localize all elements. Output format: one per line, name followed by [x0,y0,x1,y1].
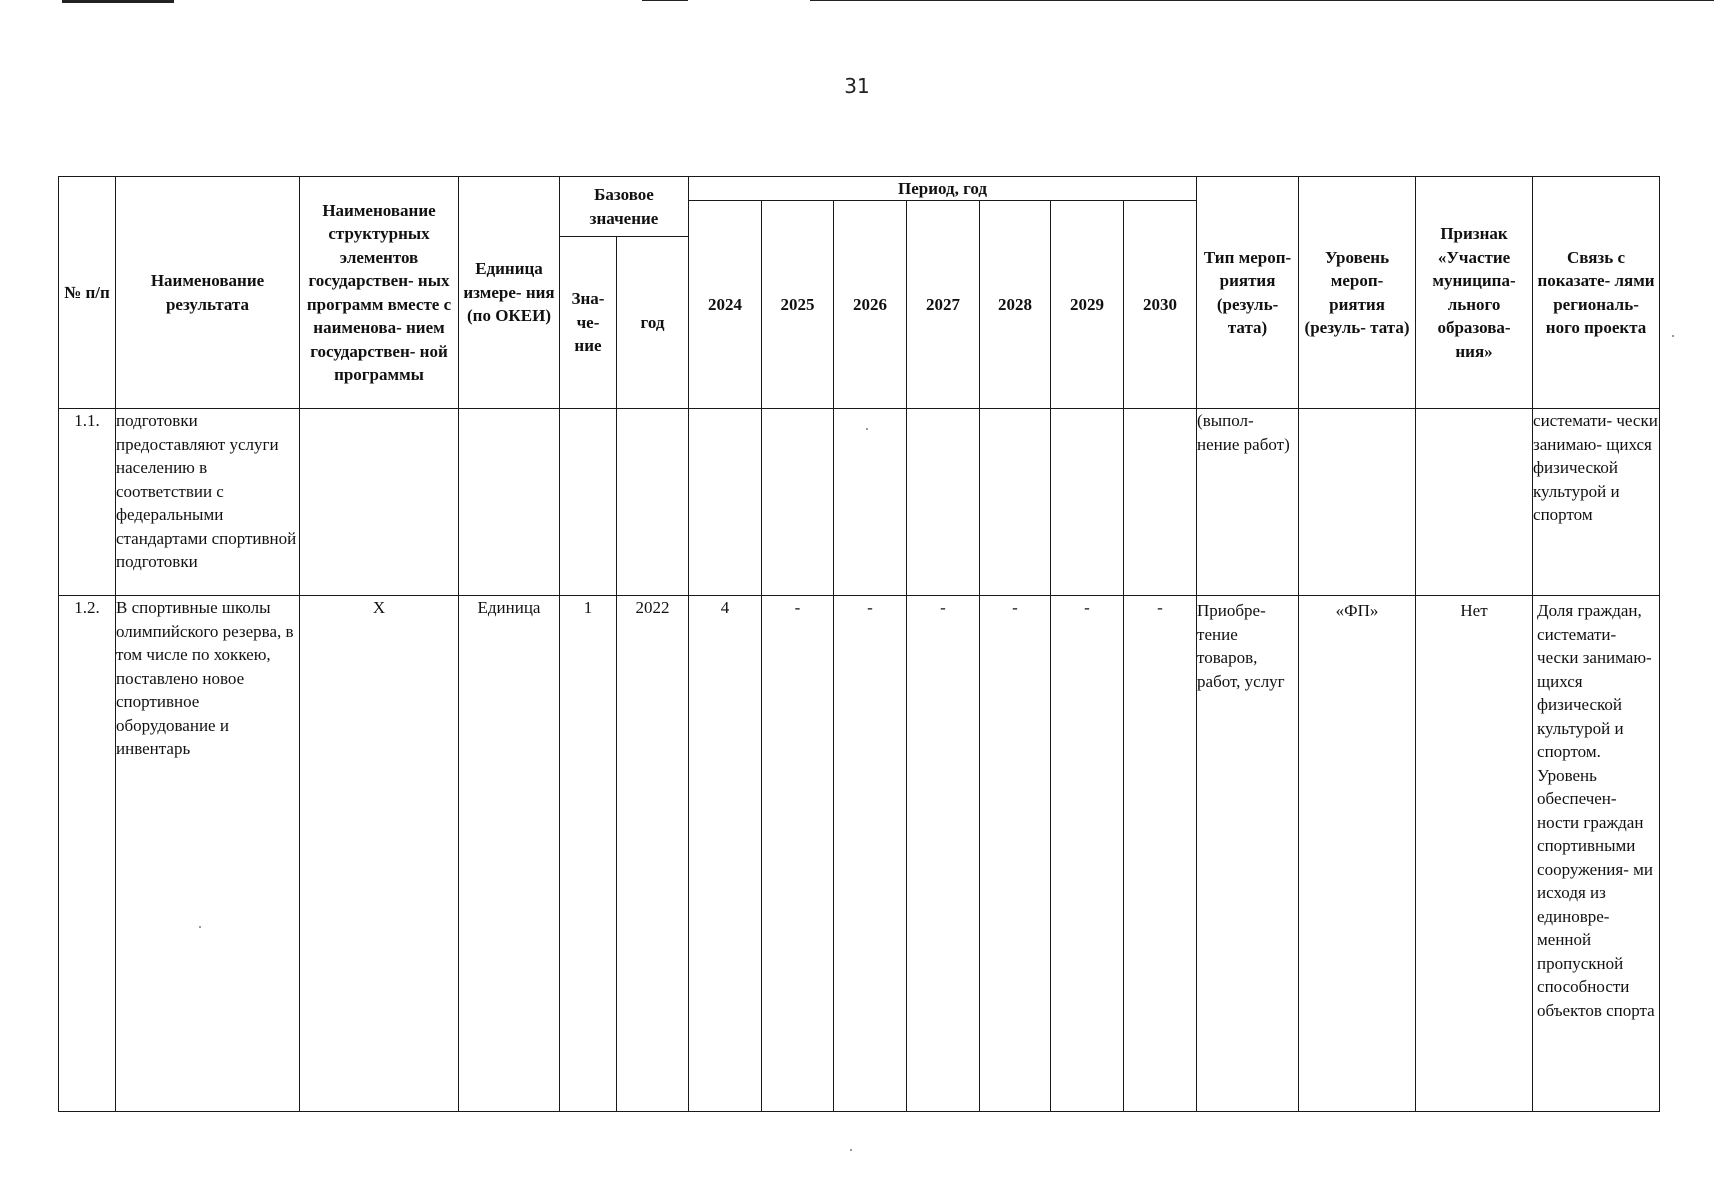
header-base-year: год [617,237,689,409]
row-year-2026 [834,409,907,596]
header-event-level: Уровень мероп- риятия (резуль- тата) [1299,177,1416,409]
scan-speck [1672,335,1674,337]
row-year-2030 [1124,409,1197,596]
header-unit: Единица измере- ния (по ОКЕИ) [459,177,560,409]
table-row [59,596,1660,1112]
scan-edge-line [810,0,1714,1]
row-year-2027 [907,409,980,596]
header-year-2030: 2030 [1124,201,1197,409]
row-year-2025 [762,409,834,596]
scan-edge-line [62,0,174,3]
row-year-2029: - [1051,596,1124,1112]
row-struct-elements: Х [300,596,459,1112]
row-event-type: Приобре- тение товаров, работ, услуг [1197,596,1299,1112]
page-number: 31 [844,74,870,98]
row-year-2028 [980,409,1051,596]
row-link: системати- чески занимаю- щихся физической культурой и спортом [1533,409,1660,596]
header-period: Период, год [689,177,1197,201]
header-num: № п/п [59,177,116,409]
header-result-name: Наименование результата [116,177,300,409]
row-year-2029 [1051,409,1124,596]
row-year-2024 [689,409,762,596]
row-year-2028: - [980,596,1051,1112]
header-year-2028: 2028 [980,201,1051,409]
scan-speck [850,1149,852,1151]
header-year-2024: 2024 [689,201,762,409]
row-event-level: «ФП» [1299,596,1416,1112]
row-base-val: 1 [560,596,617,1112]
row-result-name: подготовки предоставляют услуги населению в соответствии с федеральными стандартами спортивной подготовки [116,409,300,596]
row-base-val [560,409,617,596]
row-year-2030: - [1124,596,1197,1112]
row-municipal-flag [1416,409,1533,596]
row-unit: Единица [459,596,560,1112]
scan-speck [866,428,868,430]
row-link: Доля граждан, системати- чески занимаю- щихся физической культурой и спортом. Уровень обеспечен- ности граждан спортивными сооружения- ми исходя из единовре- менной пропускной способности объектов спорта [1533,596,1660,1112]
row-num: 1.2. [59,596,116,1112]
header-base-value: Базовое значение [560,177,689,237]
table-row [59,409,1660,596]
header-year-2025: 2025 [762,201,834,409]
row-year-2024: 4 [689,596,762,1112]
row-base-year: 2022 [617,596,689,1112]
header-year-2026: 2026 [834,201,907,409]
row-unit [459,409,560,596]
header-link: Связь с показате- лями региональ- ного проекта [1533,177,1660,409]
row-num: 1.1. [59,409,116,596]
row-event-level [1299,409,1416,596]
header-event-type: Тип мероп- риятия (резуль- тата) [1197,177,1299,409]
scan-edge-line [642,0,688,1]
header-municipal-flag: Признак «Участие муниципа- льного образова- ния» [1416,177,1533,409]
header-base-val: Зна- че- ние [560,237,617,409]
row-year-2027: - [907,596,980,1112]
header-struct-elements: Наименование структурных элементов государствен- ных программ вместе с наименова- нием государствен- ной программы [300,177,459,409]
row-base-year [617,409,689,596]
row-result-name: В спортивные школы олимпийского резерва, в том числе по хоккею, поставлено новое спортивное оборудование и инвентарь [116,596,300,1112]
row-year-2025: - [762,596,834,1112]
row-municipal-flag: Нет [1416,596,1533,1112]
row-year-2026: - [834,596,907,1112]
header-year-2029: 2029 [1051,201,1124,409]
row-event-type: (выпол- нение работ) [1197,409,1299,596]
scan-speck [199,926,201,928]
header-year-2027: 2027 [907,201,980,409]
row-struct-elements [300,409,459,596]
results-table [58,176,1660,1112]
